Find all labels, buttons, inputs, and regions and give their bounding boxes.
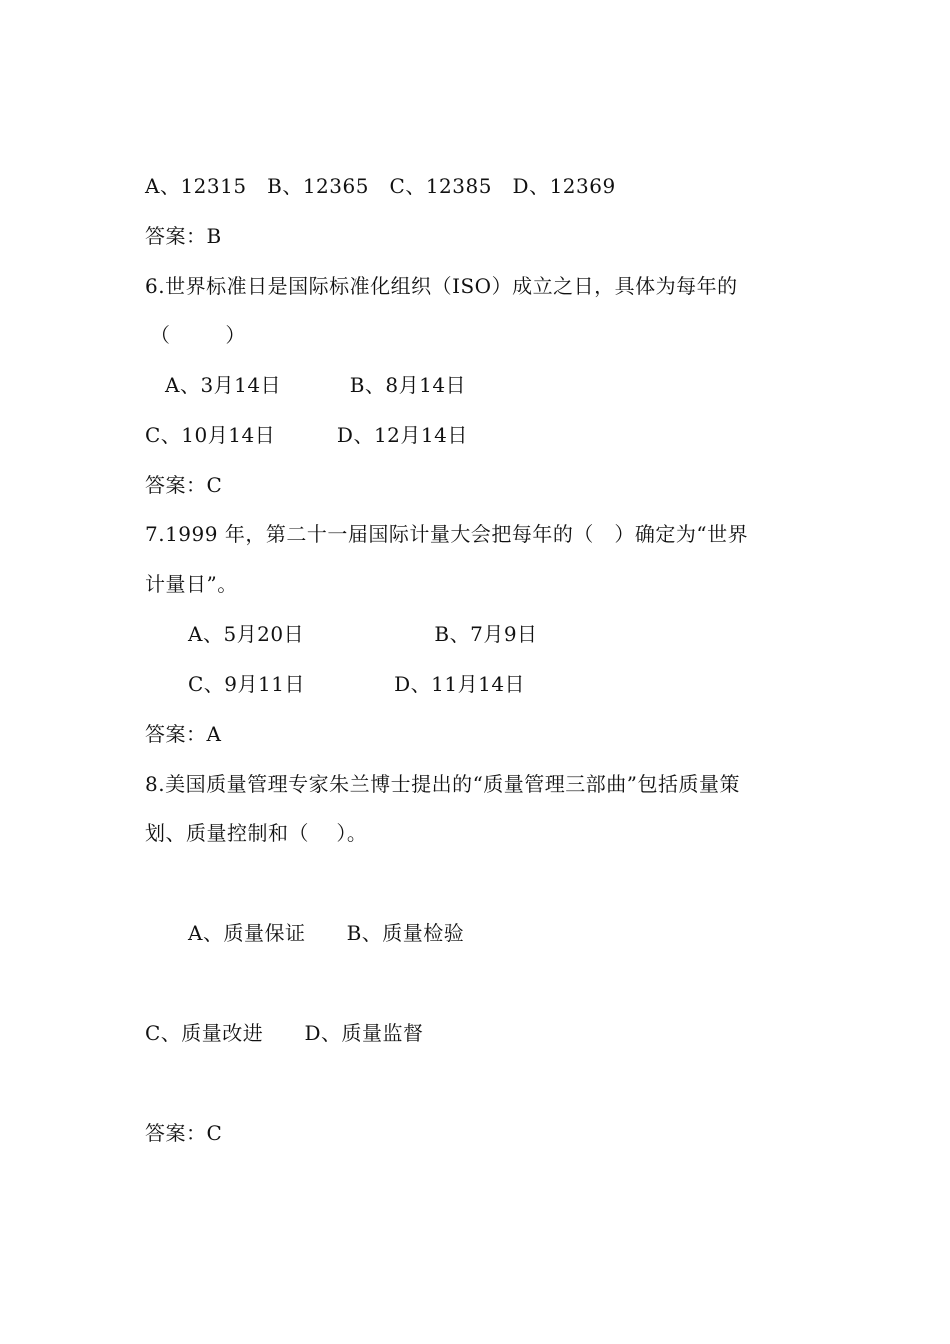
q6-stem-line1: 6.世界标准日是国际标准化组织（ISO）成立之日，具体为每年的 (145, 274, 738, 298)
q6-answer: 答案：C (145, 473, 223, 497)
q7-answer: 答案：A (145, 722, 222, 746)
q7-stem-line2: 计量日”。 (145, 572, 238, 596)
q6-options-cd: C、10月14日 D、12月14日 (145, 423, 468, 447)
q8-stem-line2: 划、质量控制和（ ）。 (145, 821, 368, 845)
q7-options-ab: A、5月20日 B、7月9日 (188, 622, 538, 646)
q7-options-cd: C、9月11日 D、11月14日 (188, 672, 526, 696)
q6-stem-line2: （ ） (150, 323, 246, 347)
q8-options-cd: C、质量改进 D、质量监督 (145, 1021, 424, 1045)
q5-options: A、12315 B、12365 C、12385 D、12369 (145, 174, 616, 198)
q8-options-ab: A、质量保证 B、质量检验 (188, 921, 465, 945)
q6-options-ab: A、3月14日 B、8月14日 (165, 373, 467, 397)
q7-stem-line1: 7.1999 年，第二十一届国际计量大会把每年的（ ）确定为“世界 (145, 522, 749, 546)
q8-stem-line1: 8.美国质量管理专家朱兰博士提出的“质量管理三部曲”包括质量策 (145, 772, 741, 796)
q8-answer: 答案：C (145, 1121, 223, 1145)
q5-answer: 答案：B (145, 224, 222, 248)
